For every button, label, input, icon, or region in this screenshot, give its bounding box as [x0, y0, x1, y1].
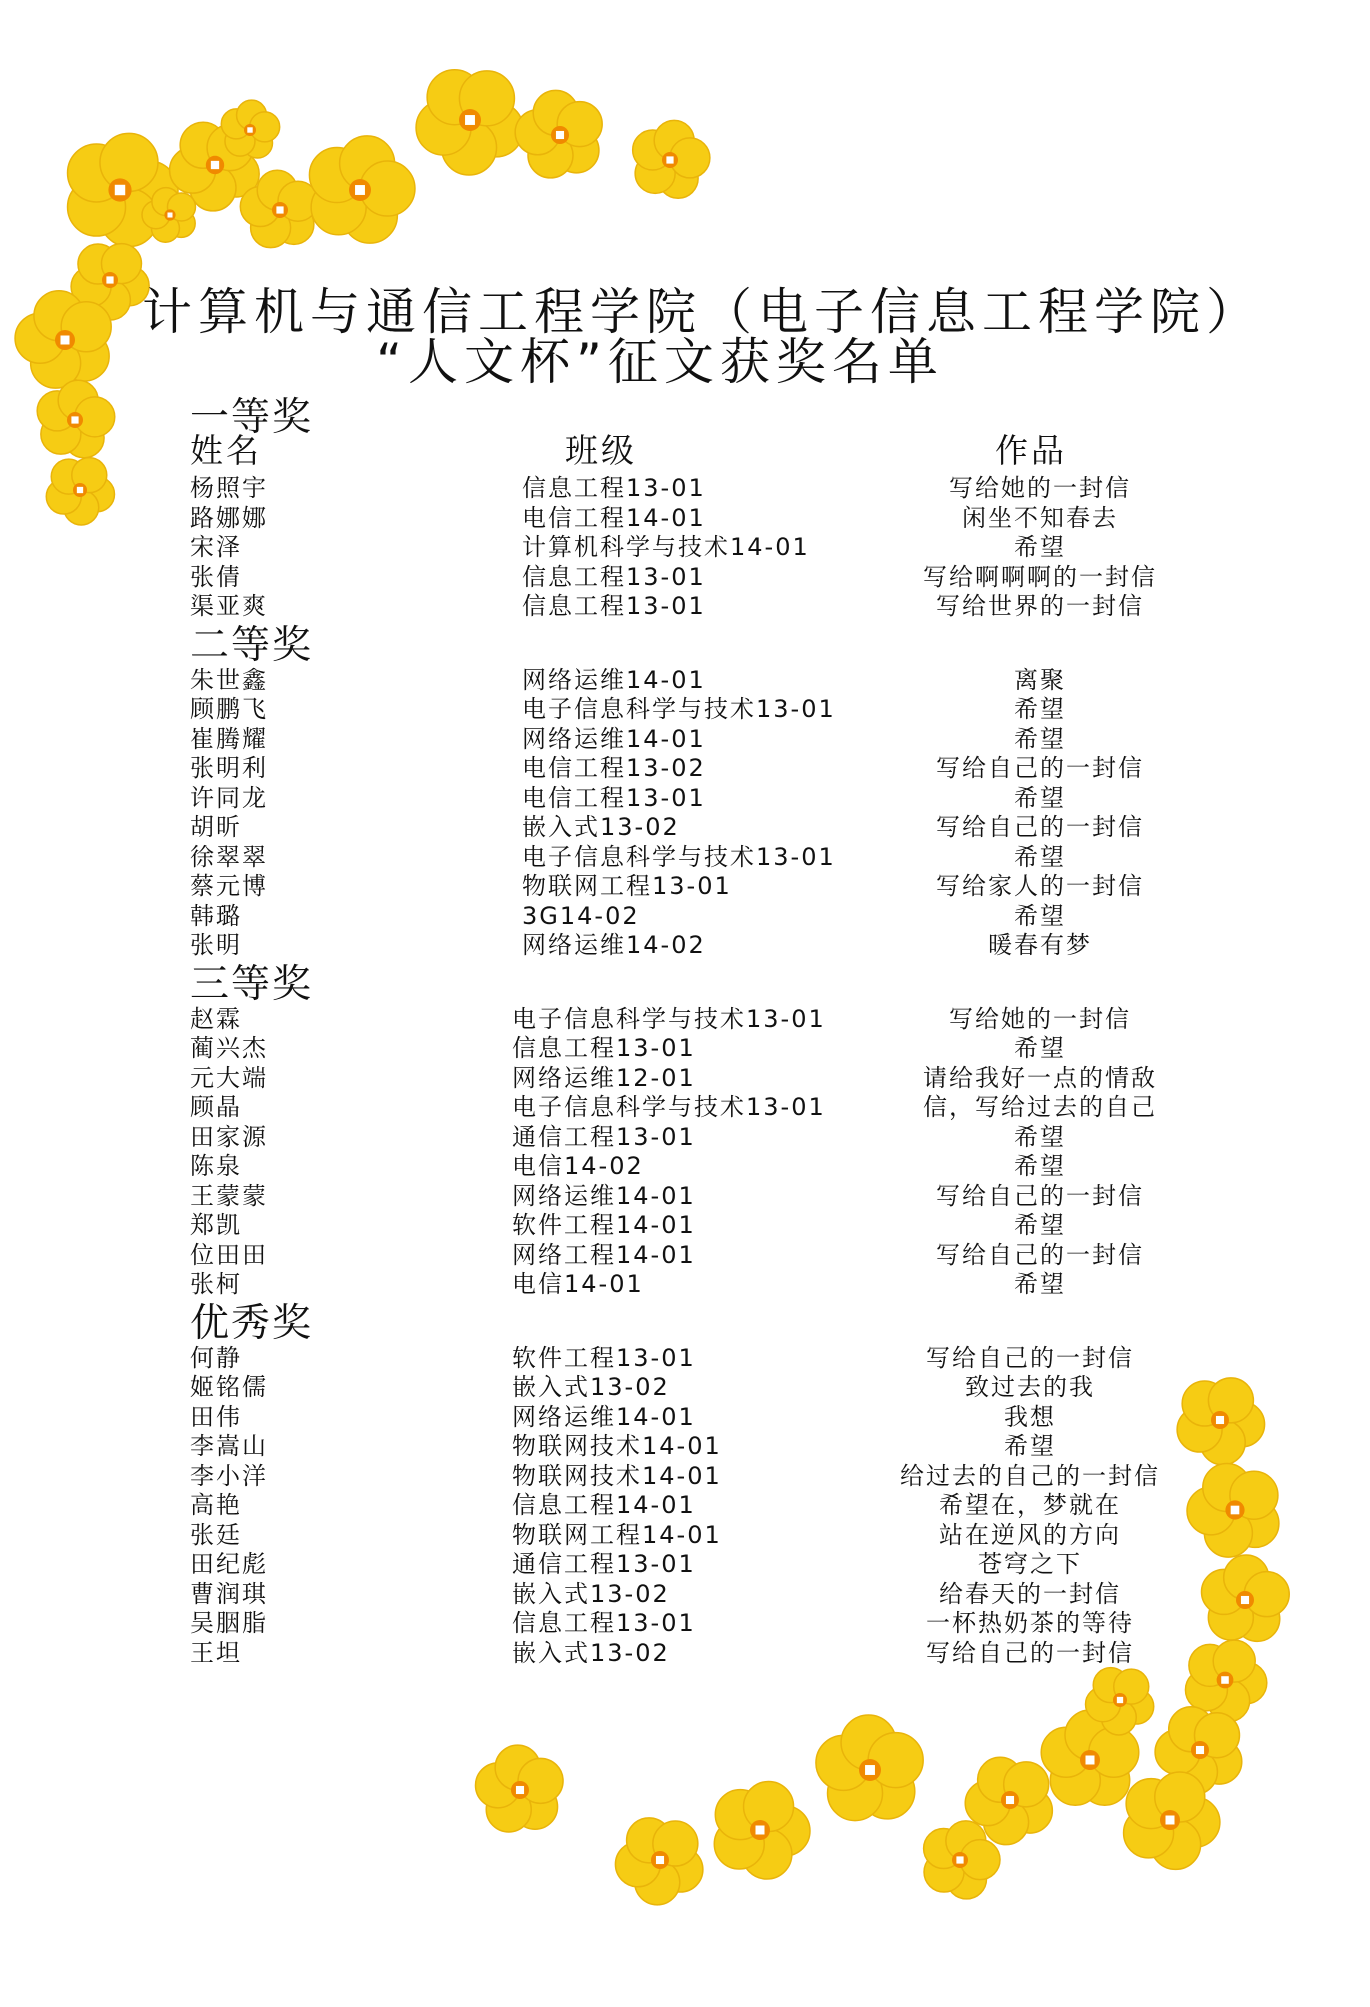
winner-class: 电子信息科学与技术13-01	[512, 1093, 826, 1121]
winner-work: 闲坐不知春去	[962, 503, 1118, 532]
winner-class: 网络运维14-01	[512, 1402, 696, 1431]
winner-class: 电信工程13-01	[522, 783, 706, 812]
winner-class: 电信14-01	[512, 1270, 644, 1298]
winner-work: 希望	[1014, 724, 1066, 753]
winner-class: 信息工程13-01	[522, 474, 706, 502]
winner-class: 3G14-02	[522, 901, 640, 930]
winner-class: 通信工程13-01	[512, 1550, 696, 1578]
winner-class: 电子信息科学与技术13-01	[512, 1004, 826, 1033]
winner-name: 高艳	[190, 1491, 242, 1519]
winner-work: 请给我好一点的情敌	[923, 1063, 1157, 1092]
table-row	[0, 1490, 1370, 1520]
winner-class: 嵌入式13-02	[512, 1638, 670, 1667]
winner-work: 希望	[1014, 842, 1066, 871]
yellow-flower-icon	[217, 97, 283, 163]
winner-work: 给春天的一封信	[939, 1579, 1121, 1608]
table-row	[0, 842, 1370, 872]
winner-class: 网络运维14-01	[522, 724, 706, 753]
winner-work: 写给她的一封信	[949, 474, 1131, 502]
winner-work: 致过去的我	[965, 1373, 1095, 1401]
winner-class: 网络运维12-01	[512, 1063, 696, 1092]
table-row	[0, 1181, 1370, 1211]
winner-class: 软件工程13-01	[512, 1343, 696, 1372]
table-row	[0, 1122, 1370, 1152]
winner-class: 通信工程13-01	[512, 1122, 696, 1151]
winner-class: 电信工程14-01	[522, 503, 706, 532]
table-row	[0, 1402, 1370, 1432]
winner-class: 软件工程14-01	[512, 1211, 696, 1239]
table-row	[0, 1461, 1370, 1491]
table-row	[0, 871, 1370, 901]
winner-work: 写给自己的一封信	[936, 754, 1144, 782]
winner-work: 写给自己的一封信	[936, 1181, 1144, 1210]
winner-name: 李嵩山	[190, 1432, 268, 1460]
winner-work: 希望	[1014, 1122, 1066, 1151]
winner-work: 写给世界的一封信	[936, 592, 1144, 620]
column-header-work: 作品	[995, 431, 1067, 470]
column-header-name: 姓名	[190, 431, 262, 470]
winner-name: 张廷	[190, 1520, 242, 1549]
table-row	[0, 1372, 1370, 1402]
winner-class: 网络运维14-01	[522, 665, 706, 694]
winner-name: 蔺兴杰	[190, 1034, 268, 1062]
winner-class: 网络运维14-02	[522, 931, 706, 959]
winner-name: 路娜娜	[190, 503, 268, 532]
winner-work: 希望	[1014, 1152, 1066, 1180]
table-row	[0, 1033, 1370, 1063]
winner-class: 物联网工程13-01	[522, 872, 732, 900]
winner-work: 写给自己的一封信	[936, 1240, 1144, 1269]
award-section-title: 一等奖	[190, 395, 314, 440]
winner-name: 田家源	[190, 1122, 268, 1151]
winner-name: 田伟	[190, 1402, 242, 1431]
winner-class: 网络运维14-01	[512, 1181, 696, 1210]
winner-name: 顾晶	[190, 1093, 242, 1121]
winner-class: 电子信息科学与技术13-01	[522, 842, 836, 871]
winner-class: 电信工程13-02	[522, 754, 706, 782]
yellow-flower-icon	[917, 1817, 1003, 1903]
table-row	[0, 1269, 1370, 1299]
table-row	[0, 1549, 1370, 1579]
table-row	[0, 783, 1370, 813]
winner-name: 何静	[190, 1343, 242, 1372]
table-row	[0, 1343, 1370, 1373]
table-row	[0, 1151, 1370, 1181]
table-row	[0, 591, 1370, 621]
winner-name: 许同龙	[190, 783, 268, 812]
winner-name: 张明	[190, 931, 242, 959]
winner-work: 站在逆风的方向	[939, 1520, 1121, 1549]
winner-work: 信，写给过去的自己	[923, 1093, 1157, 1121]
yellow-flower-icon	[612, 1812, 708, 1908]
winner-work: 希望	[1014, 533, 1066, 561]
winner-work: 苍穹之下	[978, 1550, 1082, 1578]
yellow-flower-icon	[812, 1712, 928, 1828]
winner-class: 物联网技术14-01	[512, 1432, 722, 1460]
winner-work: 我想	[1004, 1402, 1056, 1431]
winner-name: 元大端	[190, 1063, 268, 1092]
winner-work: 希望在，梦就在	[939, 1491, 1121, 1519]
winner-class: 物联网工程14-01	[512, 1520, 722, 1549]
winner-class: 信息工程13-01	[512, 1609, 696, 1637]
winner-name: 朱世鑫	[190, 665, 268, 694]
winner-class: 物联网技术14-01	[512, 1461, 722, 1490]
winner-class: 网络工程14-01	[512, 1240, 696, 1269]
winner-work: 写给自己的一封信	[936, 813, 1144, 841]
winner-class: 嵌入式13-02	[512, 1579, 670, 1608]
winner-work: 离聚	[1014, 665, 1066, 694]
winner-name: 渠亚爽	[190, 592, 268, 620]
yellow-flower-icon	[627, 117, 713, 203]
winner-work: 一杯热奶茶的等待	[926, 1609, 1134, 1637]
winner-name: 王蒙蒙	[190, 1181, 268, 1210]
winner-name: 位田田	[190, 1240, 268, 1269]
table-row	[0, 812, 1370, 842]
yellow-flower-icon	[302, 132, 418, 248]
table-row	[0, 1004, 1370, 1034]
winner-name: 蔡元博	[190, 872, 268, 900]
winner-class: 电子信息科学与技术13-01	[522, 695, 836, 723]
winner-work: 给过去的自己的一封信	[900, 1461, 1160, 1490]
table-row	[0, 1431, 1370, 1461]
table-row	[0, 665, 1370, 695]
winner-class: 嵌入式13-02	[512, 1373, 670, 1401]
winner-work: 写给她的一封信	[949, 1004, 1131, 1033]
page-title: 计算机与通信工程学院（电子信息工程学院）	[142, 283, 1262, 341]
winner-name: 张柯	[190, 1270, 242, 1298]
winner-name: 吴胭脂	[190, 1609, 268, 1637]
winner-name: 杨照宇	[190, 474, 268, 502]
table-row	[0, 503, 1370, 533]
winner-class: 信息工程13-01	[522, 592, 706, 620]
winner-class: 信息工程13-01	[512, 1034, 696, 1062]
table-row	[0, 532, 1370, 562]
column-header-class: 班级	[565, 431, 637, 470]
award-section-title: 二等奖	[190, 622, 314, 668]
table-row	[0, 1240, 1370, 1270]
winner-class: 信息工程13-01	[522, 562, 706, 591]
winner-work: 写给家人的一封信	[936, 872, 1144, 900]
winner-work: 希望	[1014, 1211, 1066, 1239]
award-section-title: 三等奖	[190, 961, 314, 1007]
award-section-title: 优秀奖	[190, 1300, 314, 1346]
winner-name: 李小洋	[190, 1461, 268, 1490]
table-row	[0, 473, 1370, 503]
winner-name: 陈泉	[190, 1152, 242, 1180]
table-row	[0, 724, 1370, 754]
winner-class: 计算机科学与技术14-01	[522, 533, 810, 561]
table-row	[0, 930, 1370, 960]
yellow-flower-icon	[1082, 1662, 1158, 1738]
winner-class: 电信14-02	[512, 1152, 644, 1180]
winner-class: 嵌入式13-02	[522, 813, 680, 841]
winner-name: 张倩	[190, 562, 242, 591]
winner-work: 希望	[1014, 695, 1066, 723]
winner-name: 田纪彪	[190, 1550, 268, 1578]
table-row	[0, 901, 1370, 931]
yellow-flower-icon	[412, 62, 528, 178]
winner-name: 顾鹏飞	[190, 695, 268, 723]
winner-work: 希望	[1014, 1034, 1066, 1062]
table-row	[0, 1092, 1370, 1122]
table-row	[0, 694, 1370, 724]
winner-work: 希望	[1014, 783, 1066, 812]
winner-name: 赵霖	[190, 1004, 242, 1033]
winner-name: 韩璐	[190, 901, 242, 930]
table-row	[0, 1608, 1370, 1638]
winner-name: 徐翠翠	[190, 842, 268, 871]
winner-name: 郑凯	[190, 1211, 242, 1239]
table-row	[0, 1210, 1370, 1240]
table-row	[0, 1063, 1370, 1093]
winner-work: 写给啊啊啊的一封信	[923, 562, 1157, 591]
table-row	[0, 753, 1370, 783]
winner-work: 写给自己的一封信	[926, 1638, 1134, 1667]
winner-name: 姬铭儒	[190, 1373, 268, 1401]
winner-name: 宋泽	[190, 533, 242, 561]
yellow-flower-icon	[707, 1777, 813, 1883]
winner-name: 王坦	[190, 1638, 242, 1667]
winner-name: 胡昕	[190, 813, 242, 841]
winner-work: 写给自己的一封信	[926, 1343, 1134, 1372]
yellow-flower-icon	[512, 87, 608, 183]
winner-name: 崔腾耀	[190, 724, 268, 753]
winner-work: 希望	[1014, 901, 1066, 930]
yellow-flower-icon	[139, 184, 201, 246]
table-row	[0, 1638, 1370, 1668]
winner-work: 希望	[1014, 1270, 1066, 1298]
winner-work: 暖春有梦	[988, 931, 1092, 959]
table-row	[0, 1579, 1370, 1609]
page-subtitle: “人文杯”征文获奖名单	[376, 333, 944, 391]
yellow-flower-icon	[472, 1742, 568, 1838]
winner-name: 曹润琪	[190, 1579, 268, 1608]
yellow-flower-icon	[1117, 1767, 1223, 1873]
winner-class: 信息工程14-01	[512, 1491, 696, 1519]
winner-work: 希望	[1004, 1432, 1056, 1460]
winner-name: 张明利	[190, 754, 268, 782]
table-row	[0, 1520, 1370, 1550]
table-row	[0, 562, 1370, 592]
